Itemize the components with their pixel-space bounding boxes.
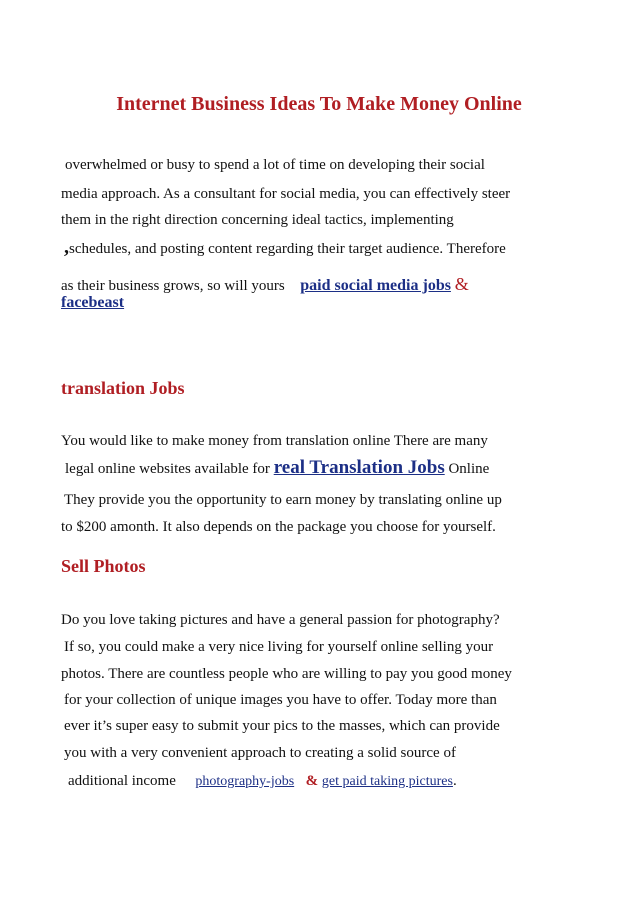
photos-line-7 [68, 771, 457, 792]
get-paid-taking-pictures-link[interactable]: get paid taking pictures [321, 774, 453, 789]
translation-line-3: They provide you the opportunity to earn money by translating online up [64, 492, 502, 508]
social-line-1: overwhelmed or busy to spend a lot of time on developing their social [65, 157, 485, 173]
translation-heading: translation Jobs [61, 378, 185, 398]
photos-heading: Sell Photos [61, 556, 146, 576]
social-line-5-text: as their business grows, so will yours [61, 278, 285, 294]
photos-line-3: photos. There are countless people who are willing to pay you good money [61, 666, 512, 682]
social-line-6 [61, 293, 124, 313]
photos-ampersand: & [305, 773, 319, 789]
translation-line-4: to $200 amonth. It also depends on the package you choose for yourself. [61, 519, 496, 535]
photos-line-4: for your collection of unique images you have to offer. Today more than [64, 692, 497, 708]
paid-social-media-jobs-link[interactable]: paid social media jobs [300, 277, 451, 294]
social-line-4-text: schedules, and posting content regarding their target audience. Therefore [69, 241, 506, 257]
photos-line-1: Do you love taking pictures and have a general passion for photography? [61, 612, 500, 628]
social-comma: , [64, 236, 69, 258]
translation-line-2 [65, 458, 489, 479]
photos-line-7-period: . [452, 773, 457, 789]
translation-line-2-post: Online [448, 461, 490, 477]
social-ampersand: & [454, 274, 469, 294]
social-line-4 [64, 237, 506, 259]
page-title: Internet Business Ideas To Make Money Online [116, 93, 522, 115]
social-line-3: them in the right direction concerning ideal tactics, implementing [61, 212, 454, 228]
photos-line-6: you with a very convenient approach to creating a solid source of [64, 745, 456, 761]
translation-line-1: You would like to make money from translation online There are many [61, 433, 488, 449]
real-translation-jobs-link[interactable]: real Translation Jobs [273, 457, 445, 478]
photography-jobs-link[interactable]: photography-jobs [195, 774, 295, 789]
social-line-2: media approach. As a consultant for social media, you can effectively steer [61, 186, 511, 202]
photos-line-7-pre: additional income [68, 773, 176, 789]
translation-line-2-pre: legal online websites available for [65, 461, 270, 477]
photos-line-2: If so, you could make a very nice living for yourself online selling your [64, 639, 494, 655]
photos-line-5: ever it’s super easy to submit your pics to the masses, which can provide [64, 718, 500, 734]
facebeast-link[interactable]: facebeast [61, 294, 125, 311]
